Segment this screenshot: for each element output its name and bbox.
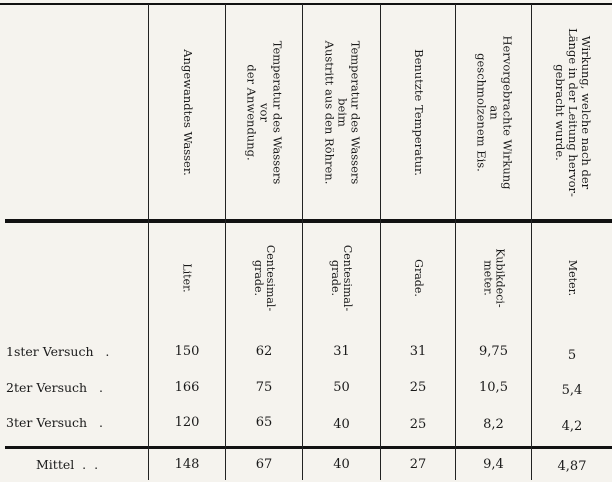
mean-cell: 27 [409, 457, 427, 472]
row-label: 1ster Versuch . [6, 344, 110, 359]
top-rule [0, 3, 612, 5]
mean-cell: 67 [255, 457, 273, 472]
mean-cell: 9,4 [483, 457, 504, 472]
table-cell: 5 [567, 348, 577, 363]
table-cell: 75 [255, 380, 273, 395]
unit-cubic-decimeter: Kubikdeci- meter. [481, 248, 507, 308]
header-ice-effect: Hervorgebrachte Wirkung an geschmolzenem Eis. [474, 35, 514, 189]
mean-cell: 40 [333, 457, 350, 472]
table-cell: 62 [255, 344, 273, 359]
header-length-effect: Wirkung, welche nach der Länge in der Leitung hervor- gebracht wurde. [552, 27, 593, 197]
mean-cell: 148 [174, 457, 200, 472]
unit-liter: Liter. [181, 263, 194, 293]
row-label: 2ter Versuch . [6, 380, 103, 395]
header-temp-used: Benutzte Temperatur. [411, 48, 426, 176]
mean-cell: 4,87 [557, 459, 587, 474]
table-cell: 9,75 [479, 344, 508, 359]
table-cell: 50 [333, 380, 350, 395]
table-cell: 65 [255, 415, 273, 430]
mean-label: Mittel . . [36, 457, 99, 472]
table-cell: 25 [409, 380, 427, 395]
table-cell: 25 [409, 417, 427, 432]
row-label: 3ter Versuch . [6, 415, 103, 430]
table-cell: 166 [174, 380, 200, 395]
header-rule [5, 219, 612, 223]
table-cell: 150 [174, 344, 200, 359]
header-temp-exit: Temperatur des Wassers beim Austritt aus den Röhren. [322, 40, 362, 184]
unit-grade: Grade. [412, 259, 425, 297]
unit-meter: Meter. [566, 259, 579, 297]
table-cell: 120 [174, 415, 200, 430]
header-temp-before: Temperatur des Wassers vor der Anwendung. [244, 40, 285, 184]
table-cell: 40 [333, 417, 350, 432]
table-cell: 4,2 [561, 419, 583, 434]
unit-centesimal-2: Centesimal- grade. [329, 244, 355, 312]
table-cell: 10,5 [479, 380, 508, 395]
table-cell: 5,4 [561, 383, 583, 398]
table-cell: 31 [333, 344, 350, 359]
table-cell: 31 [409, 344, 427, 359]
unit-centesimal-1: Centesimal- grade. [251, 244, 277, 312]
header-water: Angewandtes Wasser. [180, 48, 195, 176]
table-cell: 8,2 [483, 417, 504, 432]
mean-rule [5, 446, 612, 449]
